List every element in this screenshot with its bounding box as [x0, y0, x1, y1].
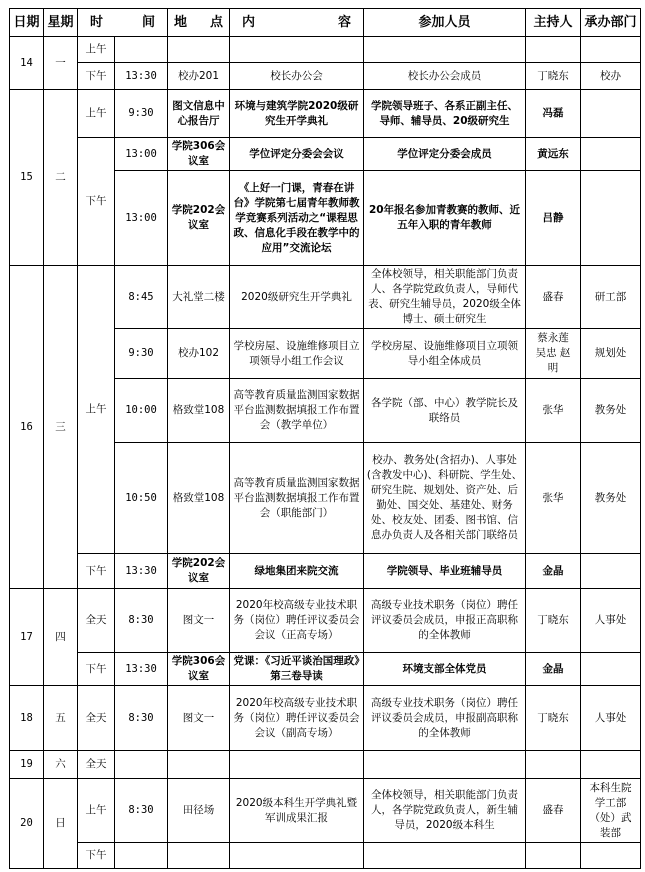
- organizer-cell: [581, 138, 641, 171]
- place-cell: 图文信息中心报告厅: [168, 90, 230, 138]
- table-row: [10, 90, 641, 138]
- organizer-cell: [581, 37, 641, 63]
- time-cell: 9:30: [115, 329, 168, 379]
- organizer-cell: 研工部: [581, 266, 641, 329]
- header-time-b: 间: [141, 14, 155, 30]
- period-cell: 上午: [78, 90, 115, 138]
- time-cell: [115, 37, 168, 63]
- date-cell: 20: [10, 779, 44, 869]
- date-cell: 16: [10, 266, 44, 589]
- host-cell: 蔡永莲 吴忠 赵明: [526, 329, 581, 379]
- period-cell: 全天: [78, 751, 115, 779]
- content-cell: 绿地集团来院交流: [230, 554, 364, 589]
- content-cell: 党课：《习近平谈治国理政》第三卷导读: [230, 653, 364, 686]
- attendees-cell: 学院领导、毕业班辅导员: [364, 554, 526, 589]
- weekday-cell: 四: [44, 589, 78, 686]
- attendees-cell: 校办、教务处(含招办)、人事处(含教发中心)、科研院、学生处、研究生院、规划处、资产处、后勤处、国交处、基建处、财务处、校友处、团委、图书馆、信息办负责人及各相关部门联络员: [364, 443, 526, 554]
- attendees-cell: 高级专业技术职务（岗位）聘任评议委员会成员，申报副高职称的全体教师: [364, 686, 526, 751]
- content-cell: 《上好一门课，青春在讲台》学院第七届青年教师教学竞赛系列活动之“课程思政、信息化手段在教学中的应用”交流论坛: [230, 171, 364, 266]
- organizer-cell: 教务处: [581, 443, 641, 554]
- place-cell: 学院202会议室: [168, 171, 230, 266]
- place-cell: 校办201: [168, 63, 230, 90]
- period-cell: 全天: [78, 589, 115, 653]
- organizer-cell: 人事处: [581, 686, 641, 751]
- date-cell: 17: [10, 589, 44, 686]
- organizer-cell: 规划处: [581, 329, 641, 379]
- place-cell: [168, 37, 230, 63]
- place-cell: 图文一: [168, 589, 230, 653]
- content-cell: 高等教育质量监测国家数据平台监测数据填报工作布置会（教学单位）: [230, 379, 364, 443]
- attendees-cell: [364, 751, 526, 779]
- table-row: [10, 37, 641, 63]
- time-cell: 8:30: [115, 779, 168, 843]
- content-cell: 2020年校高级专业技术职务（岗位）聘任评议委员会会议（副高专场）: [230, 686, 364, 751]
- place-cell: [168, 751, 230, 779]
- organizer-cell: 本科生院学工部（处）武装部: [581, 779, 641, 843]
- content-cell: [230, 751, 364, 779]
- host-cell: 吕静: [526, 171, 581, 266]
- period-cell: 下午: [78, 554, 115, 589]
- time-cell: 8:45: [115, 266, 168, 329]
- content-cell: [230, 37, 364, 63]
- place-cell: 田径场: [168, 779, 230, 843]
- period-cell: 全天: [78, 686, 115, 751]
- time-cell: 13:00: [115, 138, 168, 171]
- table-row: [10, 266, 641, 329]
- time-cell: 8:30: [115, 686, 168, 751]
- host-cell: 张华: [526, 379, 581, 443]
- header-attendees: 参加人员: [364, 9, 526, 37]
- header-time: [78, 9, 168, 37]
- content-cell: [230, 843, 364, 869]
- weekday-cell: 三: [44, 266, 78, 589]
- period-cell: 下午: [78, 653, 115, 686]
- attendees-cell: 学校房屋、设施维修项目立项领导小组全体成员: [364, 329, 526, 379]
- table-row: [10, 653, 641, 686]
- place-cell: 图文一: [168, 686, 230, 751]
- content-cell: 2020年校高级专业技术职务（岗位）聘任评议委员会会议（正高专场）: [230, 589, 364, 653]
- period-cell: 下午: [78, 63, 115, 90]
- content-cell: 学位评定分委会会议: [230, 138, 364, 171]
- time-cell: 10:50: [115, 443, 168, 554]
- attendees-cell: 高级专业技术职务（岗位）聘任评议委员会成员，申报正高职称的全体教师: [364, 589, 526, 653]
- time-cell: 13:30: [115, 653, 168, 686]
- header-content: [230, 9, 364, 37]
- period-cell: 下午: [78, 843, 115, 869]
- table-row: [10, 686, 641, 751]
- time-cell: 8:30: [115, 589, 168, 653]
- header-row: [10, 9, 641, 37]
- attendees-cell: 学院领导班子、各系正副主任、导师、辅导员、20级研究生: [364, 90, 526, 138]
- host-cell: 张华: [526, 443, 581, 554]
- weekday-cell: 日: [44, 779, 78, 869]
- attendees-cell: 全体校领导，相关职能部门负责人、各学院党政负责人，导师代表、研究生辅导员，2020级全体博士、硕士研究生: [364, 266, 526, 329]
- attendees-cell: 各学院（部、中心）教学院长及联络员: [364, 379, 526, 443]
- host-cell: 冯磊: [526, 90, 581, 138]
- period-cell: 上午: [78, 37, 115, 63]
- host-cell: 丁晓东: [526, 589, 581, 653]
- organizer-cell: 教务处: [581, 379, 641, 443]
- time-cell: [115, 843, 168, 869]
- content-cell: 学校房屋、设施维修项目立项领导小组工作会议: [230, 329, 364, 379]
- attendees-cell: 环境支部全体党员: [364, 653, 526, 686]
- table-row: [10, 554, 641, 589]
- organizer-cell: [581, 90, 641, 138]
- table-row: [10, 843, 641, 869]
- attendees-cell: [364, 37, 526, 63]
- attendees-cell: [364, 843, 526, 869]
- content-cell: 2020级本科生开学典礼暨军训成果汇报: [230, 779, 364, 843]
- host-cell: [526, 751, 581, 779]
- host-cell: [526, 37, 581, 63]
- host-cell: 丁晓东: [526, 686, 581, 751]
- place-cell: 大礼堂二楼: [168, 266, 230, 329]
- date-cell: 18: [10, 686, 44, 751]
- header-place-a: 地: [174, 14, 188, 30]
- header-place: [168, 9, 230, 37]
- weekday-cell: 二: [44, 90, 78, 266]
- host-cell: [526, 843, 581, 869]
- table-row: [10, 63, 641, 90]
- header-time-a: 时: [90, 14, 104, 30]
- time-cell: 9:30: [115, 90, 168, 138]
- time-cell: 13:30: [115, 63, 168, 90]
- place-cell: [168, 843, 230, 869]
- attendees-cell: 全体校领导，相关职能部门负责人，各学院党政负责人，新生辅导员，2020级本科生: [364, 779, 526, 843]
- place-cell: 学院202会议室: [168, 554, 230, 589]
- time-cell: [115, 751, 168, 779]
- place-cell: 学院306会议室: [168, 653, 230, 686]
- content-cell: 校长办公会: [230, 63, 364, 90]
- organizer-cell: [581, 843, 641, 869]
- date-cell: 19: [10, 751, 44, 779]
- header-date: 日期: [10, 9, 44, 37]
- header-content-a: 内: [242, 14, 256, 30]
- organizer-cell: [581, 554, 641, 589]
- period-cell: 下午: [78, 138, 115, 266]
- host-cell: 金晶: [526, 554, 581, 589]
- table-row: [10, 779, 641, 843]
- weekday-cell: 五: [44, 686, 78, 751]
- place-cell: 学院306会议室: [168, 138, 230, 171]
- attendees-cell: 校长办公会成员: [364, 63, 526, 90]
- table-row: [10, 589, 641, 653]
- weekday-cell: 六: [44, 751, 78, 779]
- table-row: [10, 751, 641, 779]
- content-cell: 环境与建筑学院2020级研究生开学典礼: [230, 90, 364, 138]
- content-cell: 2020级研究生开学典礼: [230, 266, 364, 329]
- organizer-cell: [581, 751, 641, 779]
- time-cell: 13:30: [115, 554, 168, 589]
- host-cell: 盛春: [526, 266, 581, 329]
- host-cell: 黄远东: [526, 138, 581, 171]
- time-cell: 13:00: [115, 171, 168, 266]
- header-organizer: 承办部门: [581, 9, 641, 37]
- table-row: [10, 138, 641, 171]
- weekly-schedule-table: [9, 8, 641, 869]
- place-cell: 格致堂108: [168, 443, 230, 554]
- time-cell: 10:00: [115, 379, 168, 443]
- host-cell: 丁晓东: [526, 63, 581, 90]
- organizer-cell: 校办: [581, 63, 641, 90]
- organizer-cell: 人事处: [581, 589, 641, 653]
- period-cell: 上午: [78, 266, 115, 554]
- header-place-b: 点: [209, 14, 223, 30]
- attendees-cell: 学位评定分委会成员: [364, 138, 526, 171]
- host-cell: 金晶: [526, 653, 581, 686]
- date-cell: 14: [10, 37, 44, 90]
- date-cell: 15: [10, 90, 44, 266]
- host-cell: 盛春: [526, 779, 581, 843]
- attendees-cell: 20年报名参加青教赛的教师、近五年入职的青年教师: [364, 171, 526, 266]
- header-host: 主持人: [526, 9, 581, 37]
- header-content-b: 容: [337, 14, 351, 30]
- period-cell: 上午: [78, 779, 115, 843]
- content-cell: 高等教育质量监测国家数据平台监测数据填报工作布置会（职能部门）: [230, 443, 364, 554]
- header-weekday: 星期: [44, 9, 78, 37]
- place-cell: 校办102: [168, 329, 230, 379]
- organizer-cell: [581, 653, 641, 686]
- organizer-cell: [581, 171, 641, 266]
- weekday-cell: 一: [44, 37, 78, 90]
- place-cell: 格致堂108: [168, 379, 230, 443]
